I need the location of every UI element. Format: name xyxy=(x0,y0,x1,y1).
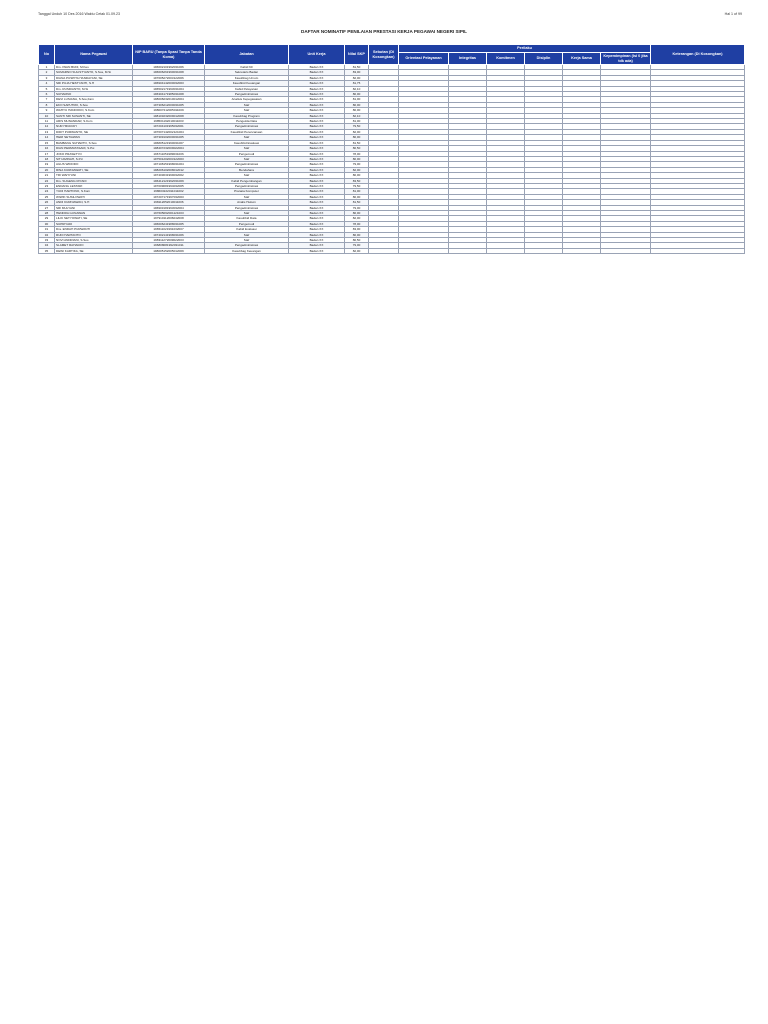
cell-nama: SANTI SRI SUSANTI, SE xyxy=(55,113,133,118)
cell-unit: Badan XX xyxy=(289,140,345,145)
print-timestamp: Tanggal Unduh 10 Des 2016 Waktu Cetak 01.09.23 xyxy=(38,12,120,16)
cell-nip: 197402141998031006 xyxy=(133,232,205,237)
col-header-integritas: Integritas xyxy=(449,53,487,65)
cell-unit: Badan XX xyxy=(289,210,345,215)
cell-nilai-skp: 79,50 xyxy=(345,183,369,188)
cell-nama: DIAN PERMATASARI, S.Psi xyxy=(55,146,133,151)
cell-no: 27 xyxy=(39,205,55,210)
cell-nama: Drs. RUSDIANTO, M.Si xyxy=(55,86,133,91)
cell-unit: Badan XX xyxy=(289,113,345,118)
cell-nilai-skp: 81,75 xyxy=(345,81,369,86)
cell-unit: Badan XX xyxy=(289,194,345,199)
cell-jabatan: Staf xyxy=(205,146,289,151)
cell-nilai-skp: 81,00 xyxy=(345,189,369,194)
nominative-table-container xyxy=(38,44,744,254)
cell-nilai-skp: 80,00 xyxy=(345,92,369,97)
cell-unit: Badan XX xyxy=(289,81,345,86)
cell-jabatan: Staf xyxy=(205,156,289,161)
cell-unit: Badan XX xyxy=(289,86,345,91)
cell-no: 26 xyxy=(39,200,55,205)
cell-jabatan: Staf xyxy=(205,173,289,178)
col-header-nama: Nama Pegawai xyxy=(55,45,133,65)
cell-no: 1 xyxy=(39,65,55,70)
page-number: Hal 1 of 99 xyxy=(724,12,742,16)
cell-nip: 196304171985031008 xyxy=(133,92,205,97)
cell-nip: 196904142000032003 xyxy=(133,81,205,86)
cell-no: 14 xyxy=(39,135,55,140)
cell-no: 20 xyxy=(39,167,55,172)
cell-jabatan: Pengelola Data xyxy=(205,119,289,124)
cell-nama: YUDI HARTONO, S.Kom xyxy=(55,189,133,194)
col-header-nip: NIP BARU (Tanpa Spasi Tanpa Tanda Koma) xyxy=(133,45,205,65)
cell-no: 2 xyxy=(39,70,55,75)
cell-unit: Badan XX xyxy=(289,243,345,248)
cell-no: 17 xyxy=(39,151,55,156)
cell-jabatan: Kasubbag Program xyxy=(205,113,289,118)
cell-nip: 198501192010011003 xyxy=(133,119,205,124)
col-header-komitmen: Komitmen xyxy=(487,53,525,65)
cell-nama: HENDRA GUNAWAN xyxy=(55,210,133,215)
cell-unit: Badan XX xyxy=(289,167,345,172)
col-header-orientasi: Orientasi Pelayanan xyxy=(399,53,449,65)
cell-nip: 197204101995032001 xyxy=(133,124,205,129)
cell-no: 25 xyxy=(39,194,55,199)
empty-cell[interactable] xyxy=(651,248,745,253)
cell-unit: Badan XX xyxy=(289,248,345,253)
cell-nip: 198007212005011009 xyxy=(133,108,205,113)
cell-nip: 197605062001121003 xyxy=(133,210,205,215)
cell-nip: 198112052010011006 xyxy=(133,200,205,205)
cell-nilai-skp: 83,50 xyxy=(345,178,369,183)
cell-no: 32 xyxy=(39,232,55,237)
cell-nip: 198103232009012008 xyxy=(133,113,205,118)
cell-no: 7 xyxy=(39,97,55,102)
cell-unit: Badan XX xyxy=(289,173,345,178)
cell-nilai-skp: 80,00 xyxy=(345,102,369,107)
cell-nip: 198603222011011002 xyxy=(133,189,205,194)
empty-cell[interactable] xyxy=(601,248,651,253)
cell-nilai-skp: 78,00 xyxy=(345,151,369,156)
cell-nilai-skp: 82,00 xyxy=(345,129,369,134)
cell-nip: 197309102000031005 xyxy=(133,135,205,140)
cell-no: 30 xyxy=(39,221,55,226)
cell-jabatan: Kasubbid Keuangan xyxy=(205,81,289,86)
cell-nama: DIANA PUSPITA HANDAYANI, SE xyxy=(55,75,133,80)
cell-no: 11 xyxy=(39,119,55,124)
cell-nilai-skp: 82,00 xyxy=(345,75,369,80)
cell-unit: Badan XX xyxy=(289,70,345,75)
cell-nip: 197403031999032002 xyxy=(133,173,205,178)
cell-unit: Badan XX xyxy=(289,178,345,183)
cell-nilai-skp: 81,50 xyxy=(345,140,369,145)
cell-no: 24 xyxy=(39,189,55,194)
cell-jabatan: Pengadministrasi xyxy=(205,92,289,97)
cell-nama: LILIK SETYOWATI, SE xyxy=(55,216,133,221)
empty-cell[interactable] xyxy=(449,248,487,253)
cell-nilai-skp: 83,00 xyxy=(345,70,369,75)
cell-nip: 197207171997032003 xyxy=(133,194,205,199)
cell-nilai-skp: 80,00 xyxy=(345,135,369,140)
cell-nama: BAMBANG SUHARTO, S.Sos xyxy=(55,140,133,145)
cell-nama: Drs. SUGENG RIYADI xyxy=(55,178,133,183)
cell-jabatan: Pengadministrasi xyxy=(205,243,289,248)
cell-nilai-skp: 80,50 xyxy=(345,238,369,243)
cell-unit: Badan XX xyxy=(289,156,345,161)
cell-nip: 198005152005012009 xyxy=(133,248,205,253)
cell-nilai-skp: 80,00 xyxy=(345,156,369,161)
cell-nip: 198008232010012004 xyxy=(133,97,205,102)
cell-nip: 197009081994032005 xyxy=(133,183,205,188)
cell-no: 15 xyxy=(39,140,55,145)
empty-cell[interactable] xyxy=(369,248,399,253)
cell-nilai-skp: 80,00 xyxy=(345,210,369,215)
col-header-kepemimpinan: Kepemimpinan (Isi 0 jika tdk ada) xyxy=(601,53,651,65)
cell-nip: 196606241988031005 xyxy=(133,221,205,226)
empty-cell[interactable] xyxy=(525,248,563,253)
cell-no: 5 xyxy=(39,86,55,91)
cell-nama: WAHYU HANDOKO, S.Kom xyxy=(55,108,133,113)
cell-nilai-skp: 79,00 xyxy=(345,205,369,210)
cell-nilai-skp: 79,00 xyxy=(345,162,369,167)
cell-no: 10 xyxy=(39,113,55,118)
cell-nama: ANDI KURNIAWAN, S.H xyxy=(55,200,133,205)
cell-jabatan: Staf xyxy=(205,102,289,107)
cell-nilai-skp: 80,00 xyxy=(345,108,369,113)
cell-nama: SITI AMINAH, S.Pd xyxy=(55,156,133,161)
cell-nama: DIDIT PURWANTO, SE xyxy=(55,129,133,134)
cell-nama: SRI MULYANI xyxy=(55,205,133,210)
cell-unit: Badan XX xyxy=(289,238,345,243)
cell-no: 31 xyxy=(39,227,55,232)
cell-nip: 197605272003122006 xyxy=(133,75,205,80)
cell-unit: Badan XX xyxy=(289,189,345,194)
cell-no: 28 xyxy=(39,210,55,215)
cell-jabatan: Pranata Komputer xyxy=(205,189,289,194)
cell-nip: 198407232009022004 xyxy=(133,146,205,151)
cell-nilai-skp: 82,10 xyxy=(345,86,369,91)
cell-unit: Badan XX xyxy=(289,216,345,221)
col-header-disiplin: Disiplin xyxy=(525,53,563,65)
cell-nilai-skp: 82,10 xyxy=(345,113,369,118)
cell-nama: Dra. ENDAH PURWANTI xyxy=(55,227,133,232)
cell-jabatan: Kasubbag Umum xyxy=(205,75,289,80)
cell-nama: SRI PUJA HESTYANTI, S.H xyxy=(55,81,133,86)
col-header-nilai-skp: Nilai SKP xyxy=(345,45,369,65)
cell-nama: HERI SETIAWAN xyxy=(55,135,133,140)
cell-no: 35 xyxy=(39,248,55,253)
cell-nip: 197910112006042008 xyxy=(133,216,205,221)
cell-unit: Badan XX xyxy=(289,146,345,151)
cell-nama: RINA KURNIAWATI, SE xyxy=(55,167,133,172)
cell-unit: Badan XX xyxy=(289,221,345,226)
cell-nilai-skp: 82,00 xyxy=(345,248,369,253)
cell-unit: Badan XX xyxy=(289,102,345,107)
cell-nip: 196502171993031004 xyxy=(133,86,205,91)
cell-jabatan: Pengadministrasi xyxy=(205,162,289,167)
cell-nilai-skp: 82,00 xyxy=(345,167,369,172)
col-header-perilaku: Perilaku xyxy=(399,45,651,53)
table-body xyxy=(39,65,745,254)
cell-jabatan: Kasubbid Data xyxy=(205,216,289,221)
cell-unit: Badan XX xyxy=(289,227,345,232)
cell-nama: DEWI KARTIKA, SE xyxy=(55,248,133,253)
cell-nilai-skp: 81,00 xyxy=(345,119,369,124)
cell-jabatan: Analis Hukum xyxy=(205,200,289,205)
cell-jabatan: Analisis Kepegawaian xyxy=(205,97,289,102)
cell-nilai-skp: 82,00 xyxy=(345,216,369,221)
cell-nip: 198311272009022003 xyxy=(133,238,205,243)
cell-no: 6 xyxy=(39,92,55,97)
cell-nama: SUPRIYADI xyxy=(55,221,133,226)
cell-nama: TRI WAHYUNI xyxy=(55,173,133,178)
cell-no: 22 xyxy=(39,178,55,183)
cell-nilai-skp: 81,00 xyxy=(345,97,369,102)
col-header-kerjasama: Kerja Sama xyxy=(563,53,601,65)
cell-nama: JOKO PRASETYO xyxy=(55,151,133,156)
cell-nip: 197306212000031005 xyxy=(133,102,205,107)
cell-nip: 196808081992031011 xyxy=(133,243,205,248)
cell-jabatan: Kabid 60 xyxy=(205,65,289,70)
cell-nip: 196903181993032004 xyxy=(133,205,205,210)
cell-unit: Badan XX xyxy=(289,124,345,129)
col-header-jabatan: Jabatan xyxy=(205,45,289,65)
nominative-table xyxy=(38,44,745,254)
cell-nama: WIWIK SUSILOWATI xyxy=(55,194,133,199)
cell-no: 8 xyxy=(39,102,55,107)
cell-jabatan: Pengemudi xyxy=(205,151,289,156)
cell-no: 34 xyxy=(39,243,55,248)
cell-no: 16 xyxy=(39,146,55,151)
document-title: DAFTAR NOMINATIF PENILAIAN PRESTASI KERJA PEGAWAI NEGERI SIPIL xyxy=(301,29,467,34)
cell-nip: 196711051989031006 xyxy=(133,151,205,156)
cell-nilai-skp: 80,00 xyxy=(345,232,369,237)
cell-nilai-skp: 79,00 xyxy=(345,243,369,248)
cell-nilai-skp: 80,00 xyxy=(345,194,369,199)
cell-nilai-skp: 81,50 xyxy=(345,200,369,205)
cell-unit: Badan XX xyxy=(289,200,345,205)
cell-nip: 197501202003122003 xyxy=(133,156,205,161)
cell-jabatan: Kabid Pelayanan xyxy=(205,86,289,91)
cell-unit: Badan XX xyxy=(289,97,345,102)
cell-nip: 196412121992031009 xyxy=(133,178,205,183)
cell-no: 12 xyxy=(39,124,55,129)
empty-cell[interactable] xyxy=(399,248,449,253)
cell-jabatan: Pengemudi xyxy=(205,221,289,226)
cell-nilai-skp: 81,50 xyxy=(345,65,369,70)
cell-no: 3 xyxy=(39,75,55,80)
cell-unit: Badan XX xyxy=(289,75,345,80)
col-header-keterangan: Keterangan (Di Kosongkan) xyxy=(651,45,745,65)
cell-jabatan: Pengadministrasi xyxy=(205,205,289,210)
col-header-no: No xyxy=(39,45,55,65)
cell-nip: 196511021991032007 xyxy=(133,227,205,232)
cell-unit: Badan XX xyxy=(289,205,345,210)
cell-unit: Badan XX xyxy=(289,129,345,134)
cell-no: 19 xyxy=(39,162,55,167)
cell-nama: EKO SAPUTRO, S.Sos xyxy=(55,102,133,107)
table-row xyxy=(39,248,745,253)
cell-nama: RUDI HARTANTO xyxy=(55,232,133,237)
col-header-unit: Unit Kerja xyxy=(289,45,345,65)
cell-nama: NOVI ANDRIANI, S.Sos xyxy=(55,238,133,243)
cell-jabatan: Staf xyxy=(205,108,289,113)
cell-unit: Badan XX xyxy=(289,151,345,156)
cell-no: 21 xyxy=(39,173,55,178)
cell-nama: ENDANG LESTARI xyxy=(55,183,133,188)
cell-jabatan: Staf xyxy=(205,135,289,140)
cell-nama: Drs. IWAN BUDI, M.Kes xyxy=(55,65,133,70)
cell-jabatan: Staf xyxy=(205,232,289,237)
empty-cell[interactable] xyxy=(487,248,525,253)
cell-no: 33 xyxy=(39,238,55,243)
cell-nip: 198206102008012012 xyxy=(133,167,205,172)
cell-unit: Badan XX xyxy=(289,108,345,113)
cell-jabatan: Kasubbid Perencanaan xyxy=(205,129,289,134)
cell-nama: SLAMET RAHARJO xyxy=(55,243,133,248)
cell-jabatan: Pengadministrasi xyxy=(205,124,289,129)
cell-unit: Badan XX xyxy=(289,232,345,237)
cell-jabatan: Staf xyxy=(205,238,289,243)
cell-jabatan: Kasubbag Keuangan xyxy=(205,248,289,253)
cell-jabatan: Pengadministrasi xyxy=(205,183,289,188)
cell-no: 23 xyxy=(39,183,55,188)
cell-no: 4 xyxy=(39,81,55,86)
cell-nip: 197108151998031004 xyxy=(133,162,205,167)
cell-nip: 197607142002121004 xyxy=(133,129,205,134)
cell-nama: DEVI LUSIANA, S.Sos,Fam xyxy=(55,97,133,102)
cell-nilai-skp: 80,50 xyxy=(345,146,369,151)
cell-jabatan: Staf xyxy=(205,194,289,199)
cell-nama: SUMARNO SULISTYANTO, S.Sos, M.Si xyxy=(55,70,133,75)
cell-unit: Badan XX xyxy=(289,119,345,124)
cell-jabatan: Kasubbid Evaluasi xyxy=(205,140,289,145)
cell-jabatan: Bendahara xyxy=(205,167,289,172)
cell-no: 29 xyxy=(39,216,55,221)
cell-nilai-skp: 80,00 xyxy=(345,173,369,178)
cell-nip: 196606261990031008 xyxy=(133,70,205,75)
cell-jabatan: Staf xyxy=(205,210,289,215)
cell-unit: Badan XX xyxy=(289,92,345,97)
cell-nilai-skp: 78,00 xyxy=(345,221,369,226)
cell-nilai-skp: 83,00 xyxy=(345,227,369,232)
cell-unit: Badan XX xyxy=(289,135,345,140)
cell-jabatan: Kabid Evaluasi xyxy=(205,227,289,232)
col-header-sebutan: Sebutan (Di Kosongkan) xyxy=(369,45,399,65)
cell-no: 9 xyxy=(39,108,55,113)
cell-nilai-skp: 79,50 xyxy=(345,124,369,129)
cell-unit: Badan XX xyxy=(289,65,345,70)
cell-no: 13 xyxy=(39,129,55,134)
cell-unit: Badan XX xyxy=(289,162,345,167)
cell-jabatan: Sekretaris Badan xyxy=(205,70,289,75)
cell-no: 18 xyxy=(39,156,55,161)
empty-cell[interactable] xyxy=(563,248,601,253)
cell-nama: AGUS WIDODO xyxy=(55,162,133,167)
cell-nama: SUHARNO xyxy=(55,92,133,97)
cell-jabatan: Kabid Pengembangan xyxy=(205,178,289,183)
cell-nama: NUR HIDAYAH xyxy=(55,124,133,129)
cell-nip: 196805121990031007 xyxy=(133,140,205,145)
cell-nip: 196602101992031006 xyxy=(133,65,205,70)
cell-nama: ARIS MUNANDAR, S.Kom xyxy=(55,119,133,124)
cell-unit: Badan XX xyxy=(289,183,345,188)
